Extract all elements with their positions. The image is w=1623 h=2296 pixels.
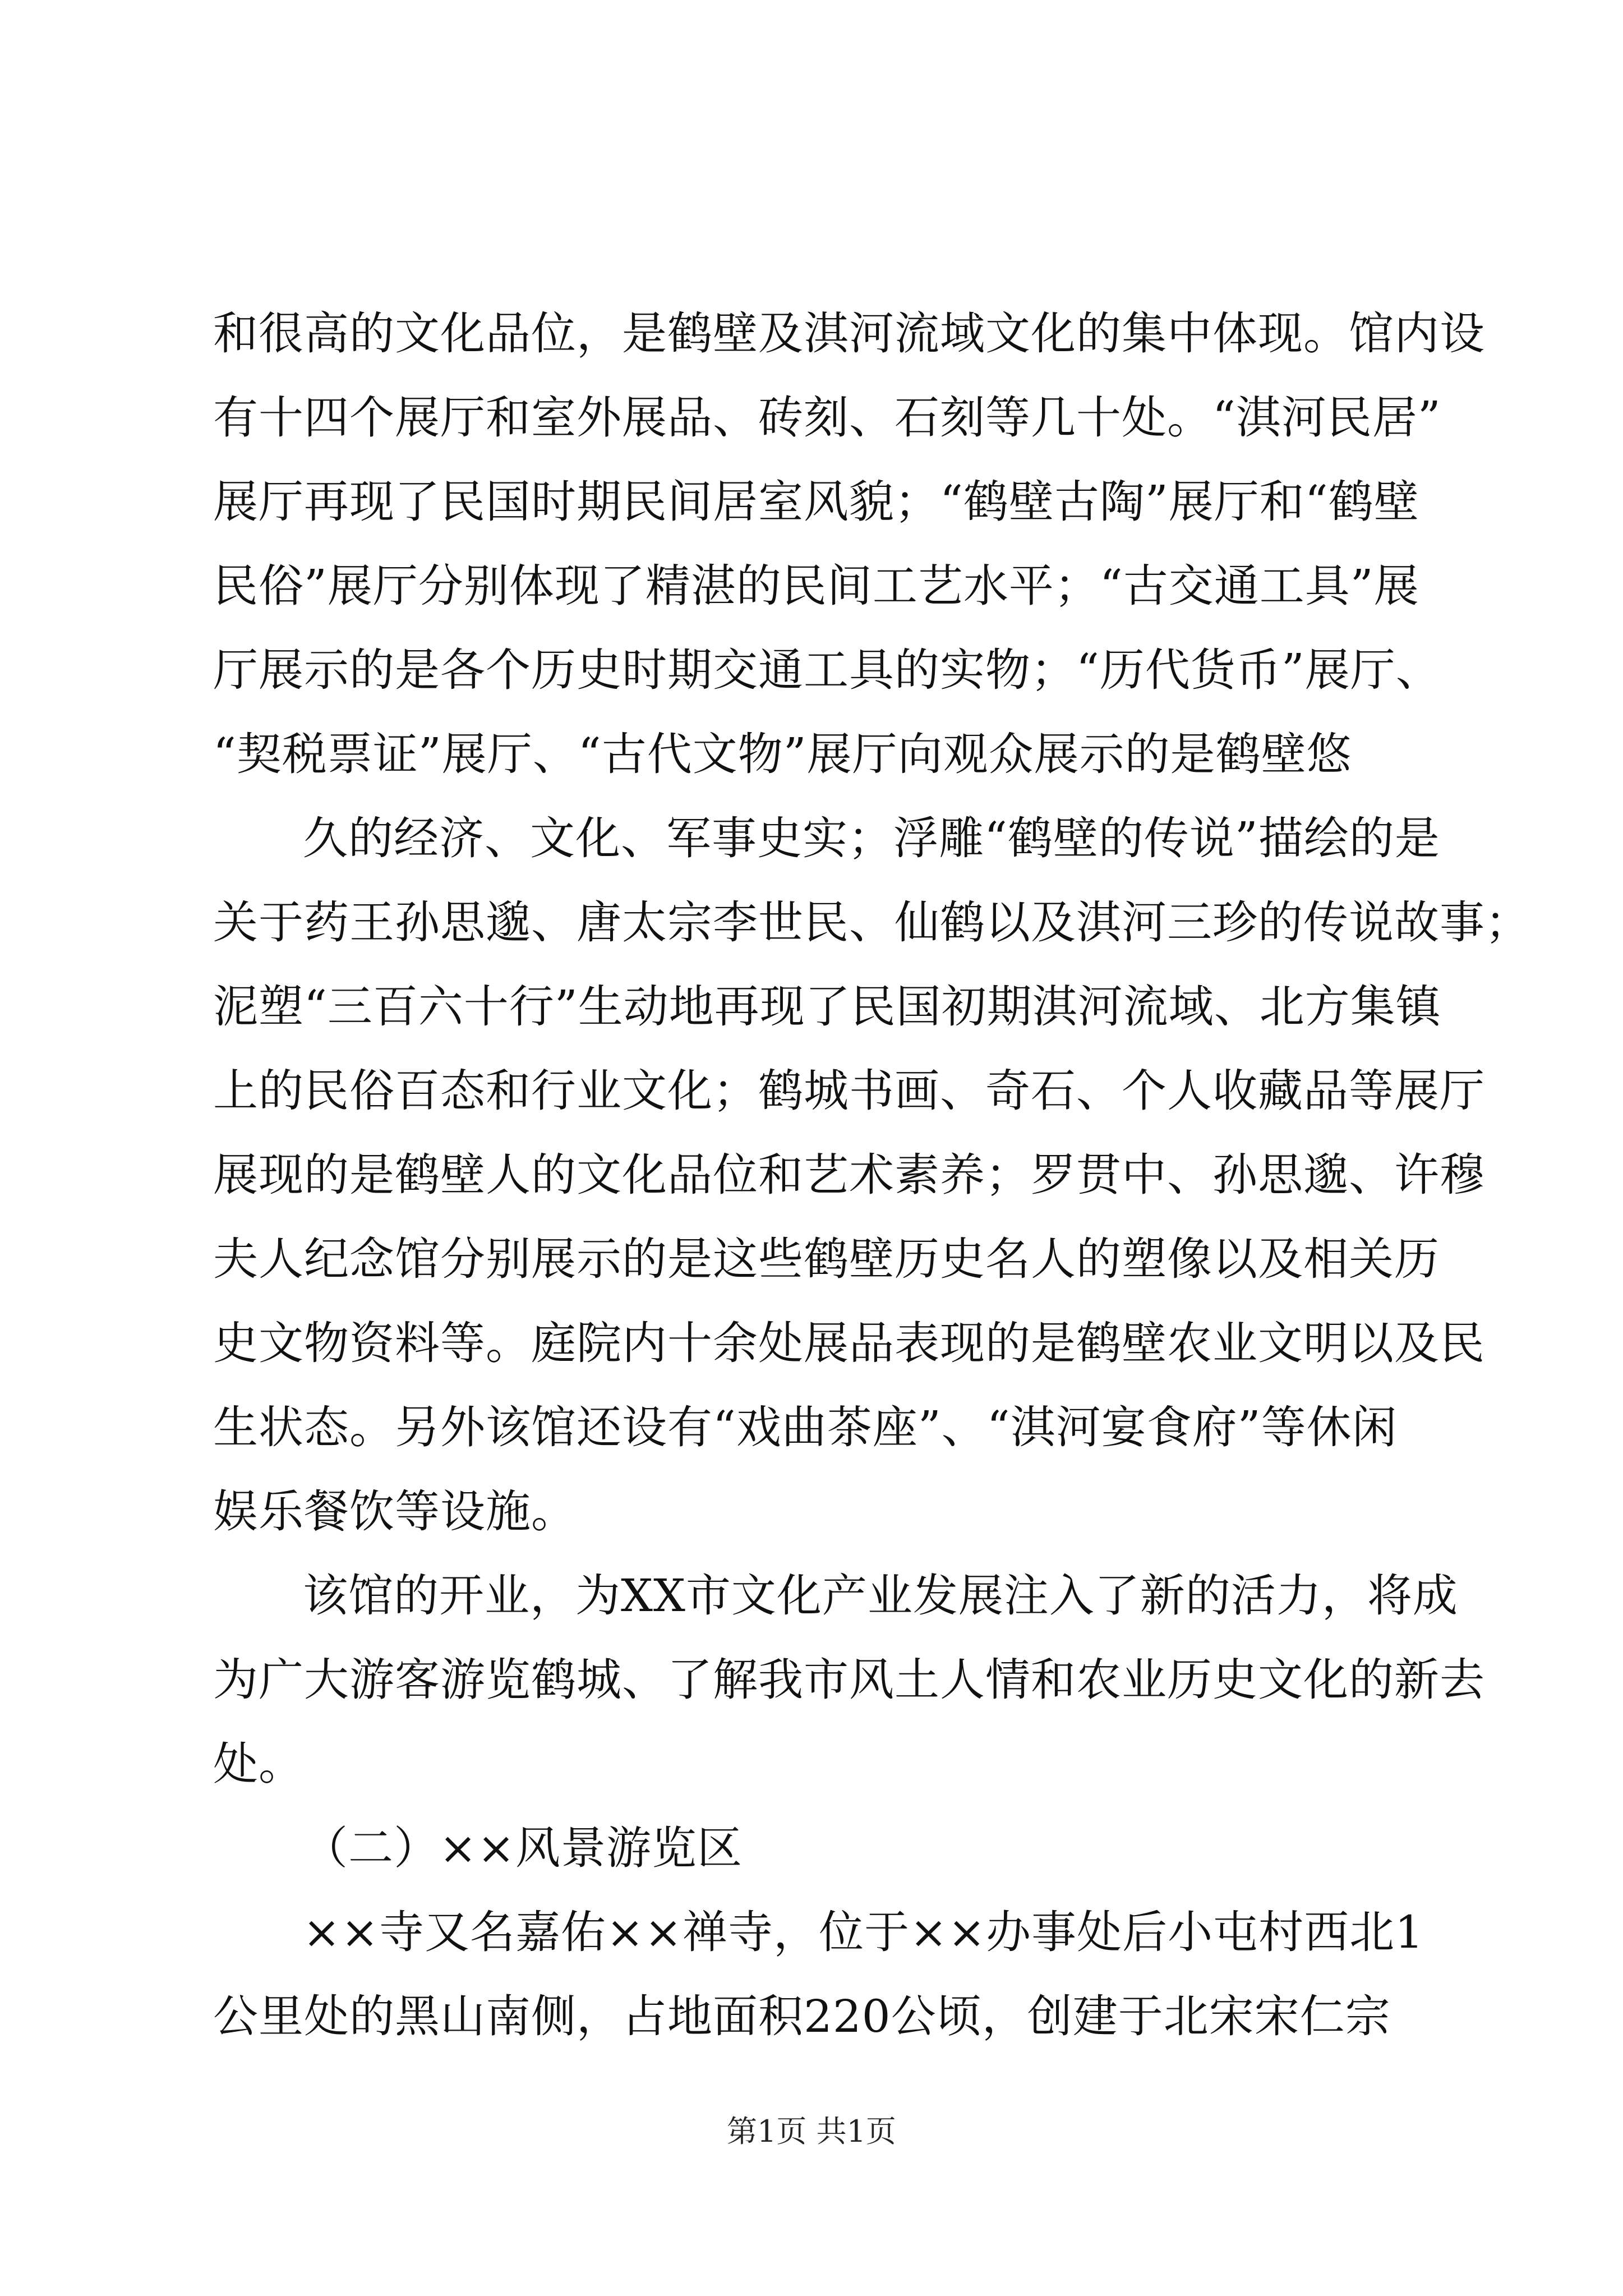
text-line-12: 夫人纪念馆分别展示的是这些鹤壁历史名人的塑像以及相关历 (213, 1233, 1440, 1285)
text-line-18: 处。 (213, 1738, 304, 1790)
text-line-4: 民俗”展厅分别体现了精湛的民间工艺水平；“古交通工具”展 (213, 560, 1419, 612)
text-line-21: 公里处的黑山南侧，占地面积220公顷，创建于北宋宋仁宗 (213, 1990, 1391, 2042)
text-line-1: 和很高的文化品位，是鹤壁及淇河流域文化的集中体现。馆内设 (213, 307, 1485, 360)
text-line-17: 为广大游客游览鹤城、了解我市风土人情和农业历史文化的新去 (213, 1654, 1485, 1706)
text-line-6: “契税票证”展厅、“古代文物”展厅向观众展示的是鹤壁悠 (213, 728, 1352, 780)
text-line-16: 该馆的开业，为XX市文化产业发展注入了新的活力，将成 (303, 1570, 1458, 1622)
text-line-20: ××寺又名嘉佑××禅寺，位于××办事处后小屯村西北1 (303, 1906, 1424, 1958)
text-line-10: 上的民俗百态和行业文化；鹤城书画、奇石、个人收藏品等展厅 (213, 1065, 1485, 1117)
text-line-15: 娱乐餐饮等设施。 (213, 1485, 577, 1538)
text-line-5: 厅展示的是各个历史时期交通工具的实物；“历代货币”展厅、 (213, 644, 1441, 696)
text-line-3: 展厅再现了民国时期民间居室风貌；“鹤壁古陶”展厅和“鹤壁 (213, 476, 1419, 528)
text-line-8: 关于药王孙思邈、唐太宗李世民、仙鹤以及淇河三珍的传说故事； (213, 896, 1530, 949)
text-line-7: 久的经济、文化、军事史实；浮雕“鹤壁的传说”描绘的是 (303, 812, 1440, 864)
page-footer: 第1页 共1页 (727, 2114, 896, 2149)
text-line-14: 生状态。另外该馆还设有“戏曲茶座”、“淇河宴食府”等休闲 (213, 1401, 1398, 1453)
text-line-2: 有十四个展厅和室外展品、砖刻、石刻等几十处。“淇河民居” (213, 392, 1441, 444)
section-heading: （二）××风景游览区 (303, 1822, 743, 1874)
text-line-11: 展现的是鹤壁人的文化品位和艺术素养；罗贯中、孙思邈、许穆 (213, 1149, 1485, 1201)
text-line-9: 泥塑“三百六十行”生动地再现了民国初期淇河流域、北方集镇 (213, 981, 1441, 1033)
text-line-13: 史文物资料等。庭院内十余处展品表现的是鹤壁农业文明以及民 (213, 1317, 1485, 1369)
